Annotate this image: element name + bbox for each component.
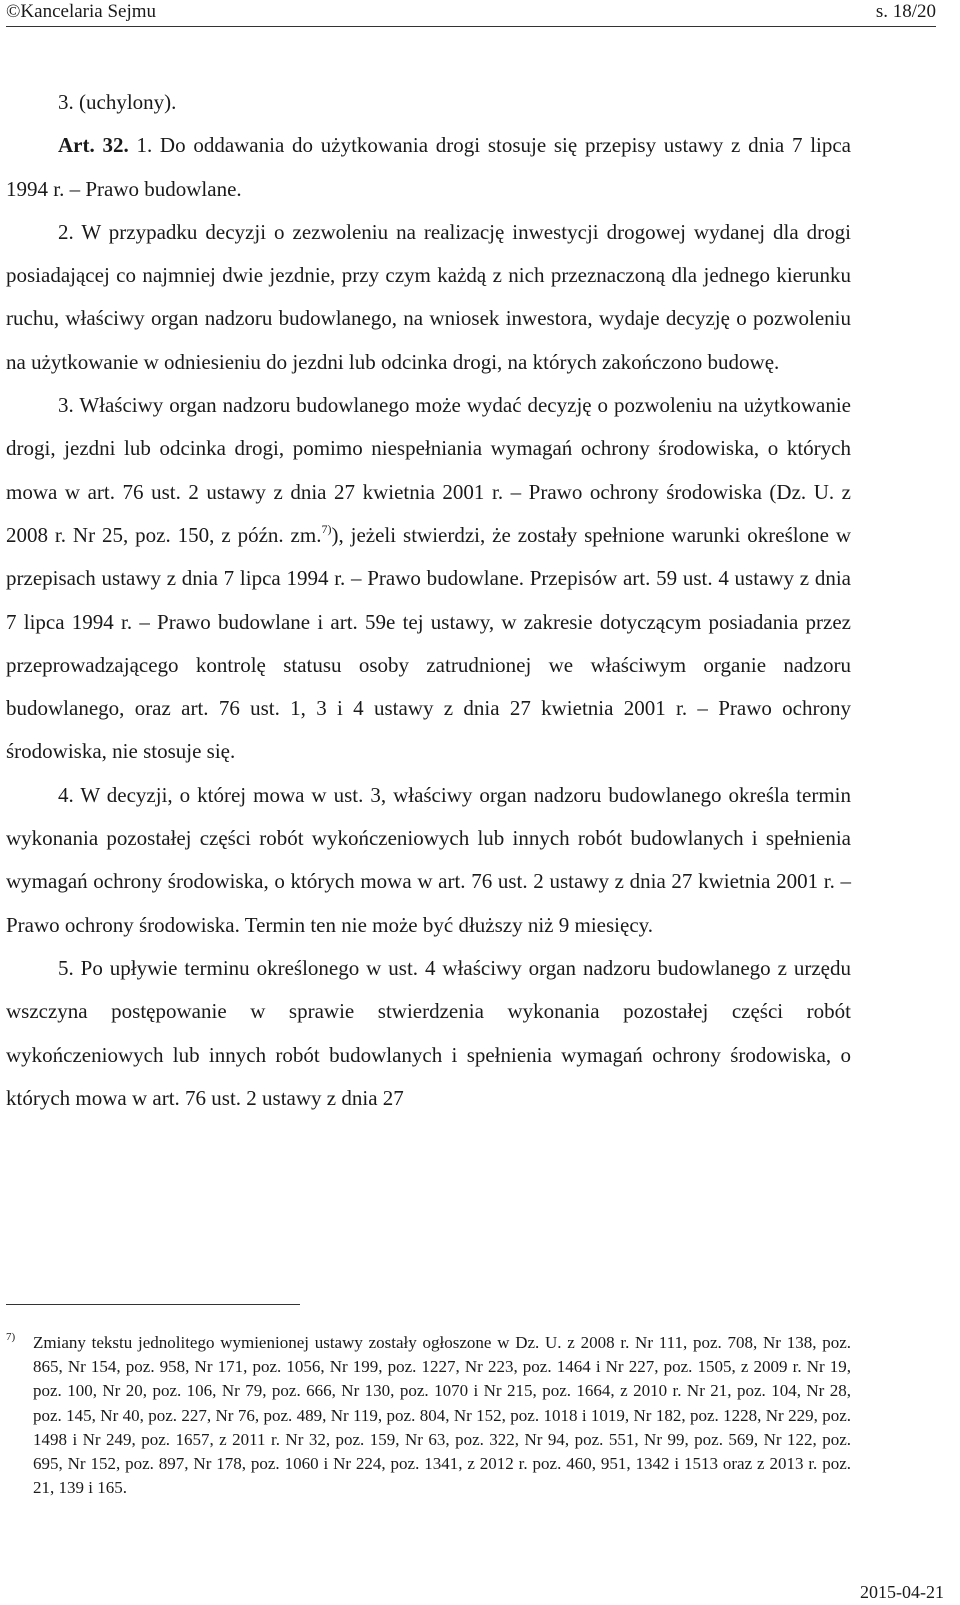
copyright-label: ©Kancelaria Sejmu bbox=[6, 1, 157, 22]
footnote-mark: 7) bbox=[6, 1331, 16, 1343]
article-32-paragraph-2: 2. W przypadku decyzji o zezwoleniu na realizację inwestycji drogowej wydanej dla drogi posiadającej co najmniej dwie jezdnie, przy czym każdą z nich przeznaczoną dla jednego kierunku ruchu, właściwy organ nadzoru budowlanego, na wniosek inwestora, wydaje decyzję o pozwoleniu na użytkowanie w odniesieniu do jezdni lub odcinka drogi, na których zakończono budowę. bbox=[6, 219, 851, 374]
document-body bbox=[6, 81, 851, 1120]
page-number: s. 18/20 bbox=[875, 1, 936, 22]
article-32-paragraph-1 bbox=[6, 124, 851, 211]
footnote-separator bbox=[6, 1304, 300, 1305]
publication-date: 2015-04-21 bbox=[860, 1582, 944, 1602]
article-32-paragraph-4: 4. W decyzji, o której mowa w ust. 3, właściwy organ nadzoru budowlanego określa termin wykonania pozostałej części robót wykończeniowych lub innych robót budowlanych i spełnienia wymagań ochrony środowiska, o których mowa w art. 76 ust. 2 ustawy z dnia 27 kwietnia 2001 r. – Prawo ochrony środowiska. Termin ten nie może być dłuższy niż 9 miesięcy. bbox=[6, 782, 851, 937]
article-32-paragraph-5: 5. Po upływie terminu określonego w ust. 4 właściwy organ nadzoru budowlanego z urzędu wszczyna postępowanie w sprawie stwierdzenia wykonania pozostałej części robót wykończeniowych lub innych robót budowlanych i spełnienia wymagań ochrony środowiska, o których mowa w art. 76 ust. 2 ustawy z dnia 27 bbox=[6, 955, 851, 1110]
article-label: Art. 32. bbox=[58, 133, 129, 158]
page-header bbox=[6, 0, 936, 27]
footnote-text: Zmiany tekstu jednolitego wymienionej ustawy zostały ogłoszone w Dz. U. z 2008 r. Nr 111, poz. 708, Nr 138, poz. 865, Nr 154, poz. 958, Nr 171, poz. 1056, Nr 199, poz. 1227, Nr 223, poz. 1464 i Nr 227, poz. 1505, z 2009 r. Nr 19, poz. 100, Nr 20, poz. 106, Nr 79, poz. 666, Nr 130, poz. 1070 i Nr 215, poz. 1664, z 2010 r. Nr 21, poz. 104, Nr 28, poz. 145, Nr 40, poz. 227, Nr 76, poz. 489, Nr 119, poz. 804, Nr 152, poz. 1018 i 1019, Nr 182, poz. 1228, Nr 229, poz. 1498 i Nr 249, poz. 1657, z 2011 r. Nr 32, poz. 159, Nr 63, poz. 322, Nr 94, poz. 551, Nr 99, poz. 569, Nr 122, poz. 695, Nr 152, poz. 897, Nr 178, poz. 1060 i Nr 224, poz. 1341, z 2012 r. poz. 460, 951, 1342 i 1513 oraz z 2013 r. poz. 21, 139 i 165. bbox=[33, 1333, 851, 1498]
footnote-reference[interactable]: 7) bbox=[321, 521, 332, 536]
article-32-paragraph-3 bbox=[6, 384, 851, 774]
paragraph-uchylony: 3. (uchylony). bbox=[58, 90, 177, 114]
article-32-text: 1. Do oddawania do użytkowania drogi stosuje się przepisy ustawy z dnia 7 lipca 1994 r. – Prawo budowlane. bbox=[6, 133, 852, 201]
paragraph-3-text-b: ), jeżeli stwierdzi, że zostały spełnione warunki określone w przepisach ustawy z dnia 7 lipca 1994 r. – Prawo budowlane. Przepisów art. 59 ust. 4 ustawy z dnia 7 lipca 1994 r. – Prawo budowlane i art. 59e tej ustawy, w zakresie dotyczącym posiadania przez przeprowadzającego kontrolę statusu osoby zatrudnionej we właściwym organie nadzoru budowlanego, oraz art. 76 ust. 1, 3 i 4 ustawy z dnia 27 kwietnia 2001 r. – Prawo ochrony środowiska, nie stosuje się. bbox=[6, 522, 851, 764]
footnote bbox=[6, 1331, 851, 1500]
paragraph-3-text-a: 3. Właściwy organ nadzoru budowlanego może wydać decyzję o pozwoleniu na użytkowanie drogi, jezdni lub odcinka drogi, pomimo niespełniania wymagań ochrony środowiska, o których mowa w art. 76 ust. 2 ustawy z dnia 27 kwietnia 2001 r. – Prawo ochrony środowiska (Dz. U. z 2008 r. Nr 25, poz. 150, z późn. zm. bbox=[6, 393, 851, 547]
